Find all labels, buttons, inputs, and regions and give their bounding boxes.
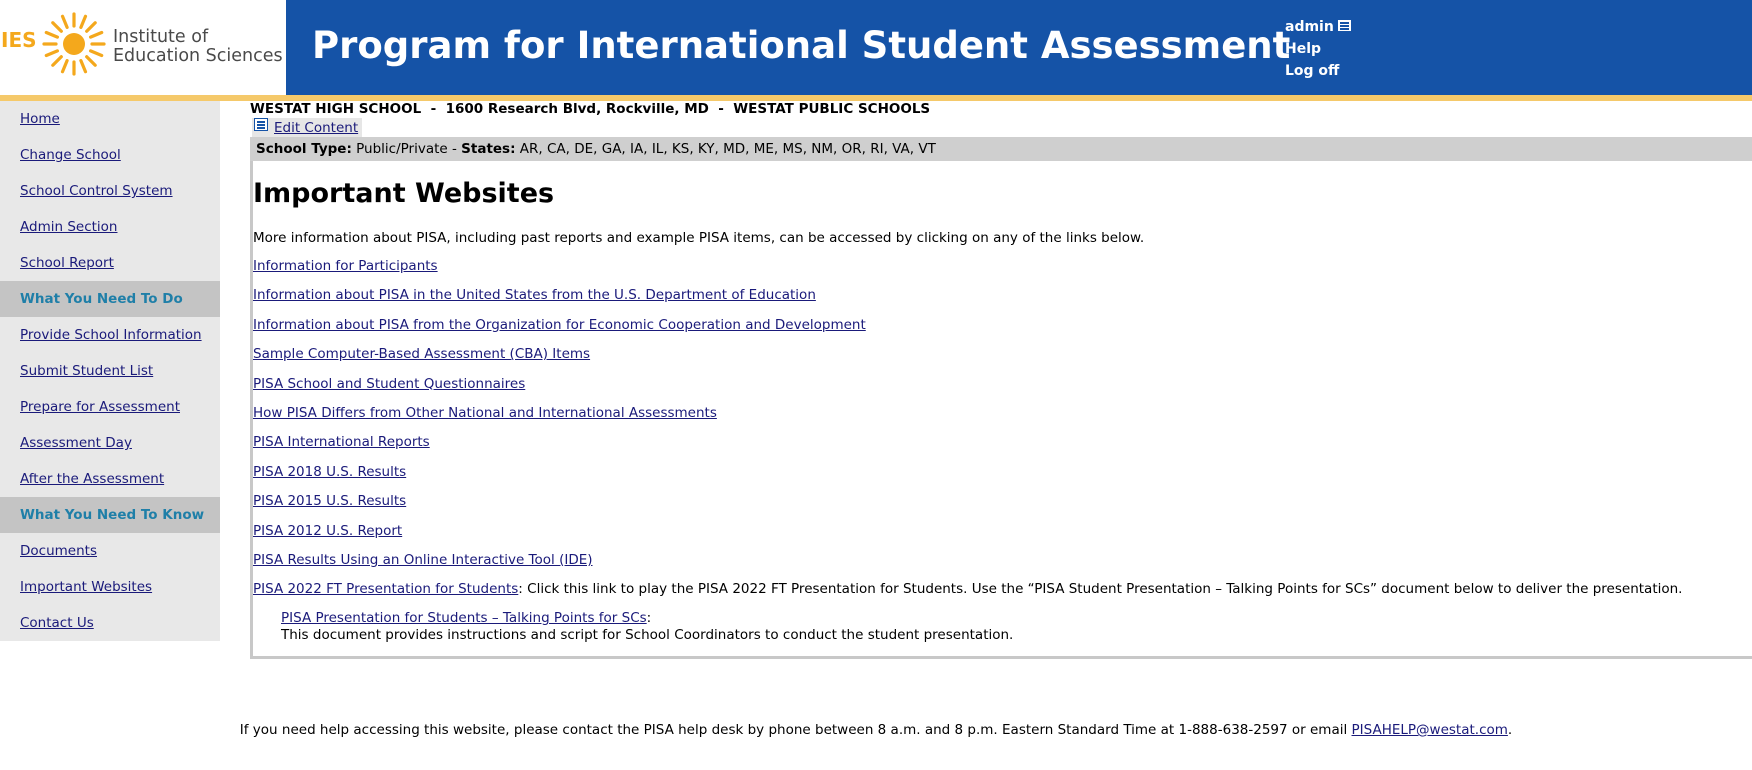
link-pisa-2015-us-results[interactable]: PISA 2015 U.S. Results xyxy=(253,493,407,510)
link-pisa-us-department-of-education[interactable]: Information about PISA in the United States from the U.S. Department of Education xyxy=(253,287,816,304)
sidebar-link-school-control-system[interactable]: School Control System xyxy=(20,183,173,199)
states-value: AR, CA, DE, GA, IA, IL, KS, KY, MD, ME, MS, NM, OR, RI, VA, VT xyxy=(515,141,936,157)
sidebar-link-prepare-for-assessment[interactable]: Prepare for Assessment xyxy=(20,399,180,415)
link-pisa-results-ide[interactable]: PISA Results Using an Online Interactive Tool (IDE) xyxy=(253,551,593,568)
list-item xyxy=(253,317,1682,346)
talking-points-block xyxy=(281,610,1013,644)
user-row xyxy=(1285,16,1352,38)
sidebar-section-what-you-need-to-do: What You Need To Do xyxy=(0,281,220,317)
sidebar-item-prepare-for-assessment xyxy=(0,389,220,425)
link-school-student-questionnaires[interactable]: PISA School and Student Questionnaires xyxy=(253,375,526,392)
sidebar-item-provide-school-information xyxy=(0,317,220,353)
list-item xyxy=(253,464,1682,493)
sidebar-link-submit-student-list[interactable]: Submit Student List xyxy=(20,363,154,379)
sidebar-link-documents[interactable]: Documents xyxy=(20,543,97,559)
list-item xyxy=(253,287,1682,316)
sidebar-item-after-the-assessment xyxy=(0,461,220,497)
intro-text: More information about PISA, including past reports and example PISA items, can be accessed by clicking on any of the links below. xyxy=(253,230,1145,246)
user-menu xyxy=(1285,16,1352,82)
ies-logo[interactable] xyxy=(0,0,286,95)
help-email-link[interactable]: PISAHELP@westat.com xyxy=(1351,722,1508,738)
list-item xyxy=(253,523,1682,552)
link-pisa-2012-us-report[interactable]: PISA 2012 U.S. Report xyxy=(253,522,403,539)
link-talking-points-for-scs[interactable]: PISA Presentation for Students – Talking Points for SCs xyxy=(281,610,647,626)
talking-points-row xyxy=(281,610,1013,627)
talking-points-description: This document provides instructions and script for School Coordinators to conduct the student presentation. xyxy=(281,627,1014,643)
ies-org-name-line2: Education Sciences xyxy=(113,46,283,66)
website-links-list xyxy=(253,258,1682,611)
sidebar-link-provide-school-information[interactable]: Provide School Information xyxy=(20,327,202,343)
sidebar-item-admin-section xyxy=(0,209,220,245)
list-item xyxy=(253,552,1682,581)
edit-content-link[interactable]: Edit Content xyxy=(274,119,359,136)
list-item xyxy=(253,376,1682,405)
sidebar-link-contact-us[interactable]: Contact Us xyxy=(20,615,94,631)
help-link[interactable]: Help xyxy=(1285,41,1322,57)
edit-content-icon[interactable] xyxy=(254,118,268,131)
list-item xyxy=(253,493,1682,522)
link-international-reports[interactable]: PISA International Reports xyxy=(253,434,430,451)
sidebar-section-what-you-need-to-know: What You Need To Know xyxy=(0,497,220,533)
link-information-for-participants[interactable]: Information for Participants xyxy=(253,258,438,274)
sidebar-item-submit-student-list xyxy=(0,353,220,389)
school-type-value: Public/Private - xyxy=(351,141,462,157)
ies-logo-letters: IES xyxy=(1,28,37,52)
sidebar-item-contact-us xyxy=(0,605,220,641)
list-item xyxy=(253,405,1682,434)
sidebar-link-school-report[interactable]: School Report xyxy=(20,255,114,271)
sidebar-item-school-report xyxy=(0,245,220,281)
logoff-row xyxy=(1285,60,1352,82)
list-item xyxy=(253,581,1682,610)
sidebar-link-important-websites[interactable]: Important Websites xyxy=(20,579,153,595)
page-title: Important Websites xyxy=(253,178,555,209)
edit-content-tab xyxy=(252,118,362,137)
sidebar-item-school-control-system xyxy=(0,173,220,209)
school-type-bar xyxy=(250,137,1752,161)
program-title: Program for International Student Assessment xyxy=(312,24,1291,67)
footer-end: . xyxy=(1507,722,1513,738)
mail-icon[interactable] xyxy=(1337,19,1352,32)
sidebar-link-assessment-day[interactable]: Assessment Day xyxy=(20,435,132,451)
footer-help-text xyxy=(0,722,1752,738)
list-item xyxy=(253,434,1682,463)
states-label: States: xyxy=(461,141,516,157)
list-item xyxy=(253,258,1682,287)
link-pisa-2018-us-results[interactable]: PISA 2018 U.S. Results xyxy=(253,463,407,480)
ies-org-name xyxy=(113,28,283,66)
list-item xyxy=(253,346,1682,375)
sidebar-link-admin-section[interactable]: Admin Section xyxy=(20,219,118,235)
presentation-description: : Click this link to play the PISA 2022 FT Presentation for Students. Use the “PISA Student Presentation – Talking Points for SCs” document below to deliver the presentation. xyxy=(518,581,1683,598)
link-pisa-oecd[interactable]: Information about PISA from the Organization for Economic Cooperation and Development xyxy=(253,316,866,333)
user-name[interactable]: admin xyxy=(1285,19,1334,35)
school-info-line: WESTAT HIGH SCHOOL - 1600 Research Blvd, Rockville, MD - WESTAT PUBLIC SCHOOLS xyxy=(250,101,931,117)
logoff-link[interactable]: Log off xyxy=(1285,63,1340,79)
sun-icon xyxy=(42,12,106,76)
sidebar-item-assessment-day xyxy=(0,425,220,461)
link-sample-cba-items[interactable]: Sample Computer-Based Assessment (CBA) Items xyxy=(253,346,591,363)
sidebar-link-home[interactable]: Home xyxy=(20,111,60,127)
talking-points-colon: : xyxy=(646,610,652,626)
sidebar-link-change-school[interactable]: Change School xyxy=(20,147,121,163)
sidebar-link-after-the-assessment[interactable]: After the Assessment xyxy=(20,471,165,487)
sidebar-item-documents xyxy=(0,533,220,569)
sidebar-item-important-websites xyxy=(0,569,220,605)
school-type-label: School Type: xyxy=(256,141,352,157)
sidebar-item-home xyxy=(0,101,220,137)
sidebar-nav xyxy=(0,101,220,641)
footer-text: If you need help accessing this website, please contact the PISA help desk by phone between 8 a.m. and 8 p.m. Eastern Standard Time at 1-888-638-2597 or email xyxy=(239,722,1352,738)
help-row xyxy=(1285,38,1352,60)
ies-org-name-line1: Institute of xyxy=(113,27,209,47)
link-how-pisa-differs[interactable]: How PISA Differs from Other National and International Assessments xyxy=(253,404,717,421)
link-pisa-2022-ft-presentation[interactable]: PISA 2022 FT Presentation for Students xyxy=(253,581,519,598)
sidebar-item-change-school xyxy=(0,137,220,173)
